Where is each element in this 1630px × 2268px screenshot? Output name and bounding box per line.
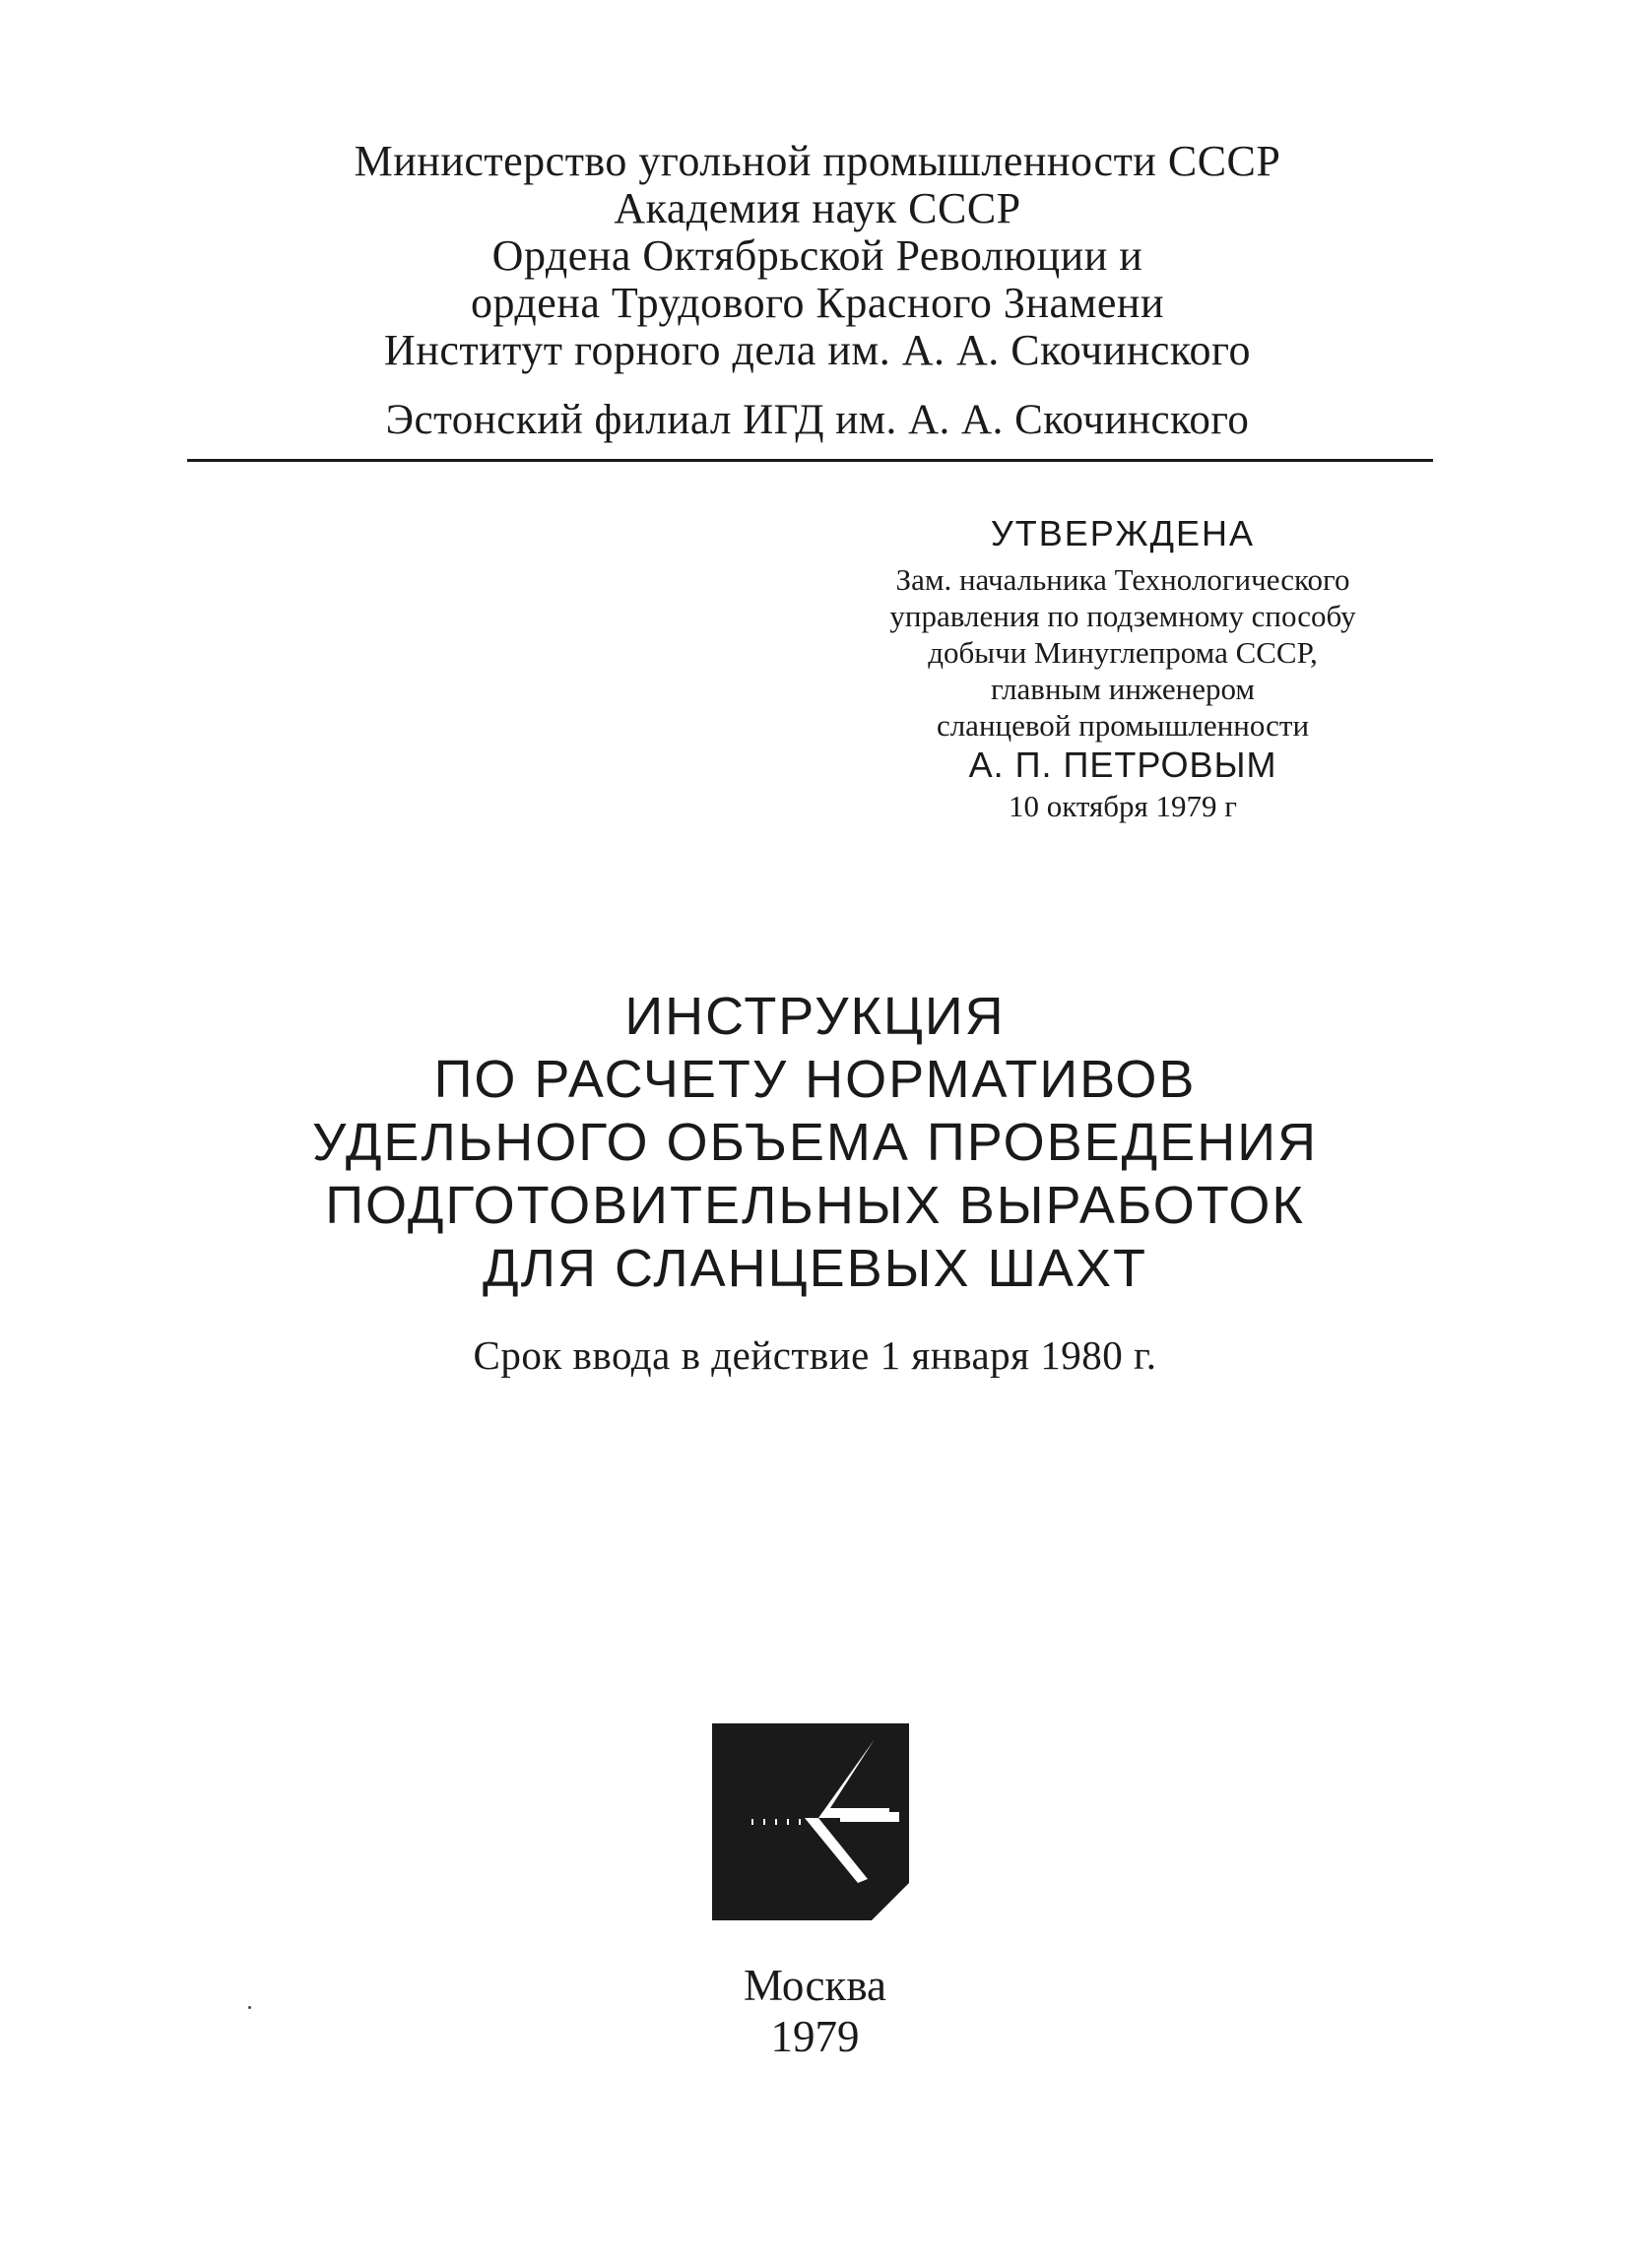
title-line: ПО РАСЧЕТУ НОРМАТИВОВ <box>433 1050 1197 1109</box>
issuing-organizations <box>295 138 1339 374</box>
title-line: ИНСТРУКЦИЯ <box>624 987 1006 1046</box>
approval-line: главным инженером <box>990 672 1256 706</box>
publisher-logo-icon <box>712 1723 909 1920</box>
approval-line: добычи Минуглепрома СССР, <box>928 635 1318 670</box>
organization-line: Академия наук СССР <box>614 184 1021 232</box>
organization-line: Ордена Октябрьской Революции и <box>491 231 1143 280</box>
approval-line: управления по подземному способу <box>889 599 1356 633</box>
title-line: ДЛЯ СЛАНЦЕВЫХ ШАХТ <box>483 1239 1147 1298</box>
imprint <box>591 1960 1039 2062</box>
print-speck <box>248 2006 251 2009</box>
organization-line: ордена Трудового Красного Знамени <box>470 279 1165 327</box>
approval-title: УТВЕРЖДЕНА <box>990 513 1256 553</box>
approval-block <box>768 512 1477 826</box>
approval-line: сланцевой промышленности <box>936 708 1310 743</box>
header-divider <box>187 459 1433 462</box>
approver-name: А. П. ПЕТРОВЫМ <box>968 745 1277 785</box>
organization-line: Министерство угольной промышленности СССР <box>354 137 1281 185</box>
branch-name: Эстонский филиал ИГД им. А. А. Скочинского <box>385 397 1250 443</box>
approval-line: Зам. начальника Технологического <box>895 562 1350 597</box>
imprint-year: 1979 <box>770 2012 860 2061</box>
imprint-city: Москва <box>744 1961 886 2010</box>
organization-line: Институт горного дела им. А. А. Скочинского <box>384 326 1251 374</box>
title-line: ПОДГОТОВИТЕЛЬНЫХ ВЫРАБОТОК <box>325 1176 1305 1235</box>
title-line: УДЕЛЬНОГО ОБЪЕМА ПРОВЕДЕНИЯ <box>311 1113 1319 1172</box>
approval-date: 10 октября 1979 г <box>1008 789 1238 823</box>
document-title <box>197 985 1433 1300</box>
effective-date: Срок ввода в действие 1 января 1980 г. <box>473 1332 1157 1378</box>
